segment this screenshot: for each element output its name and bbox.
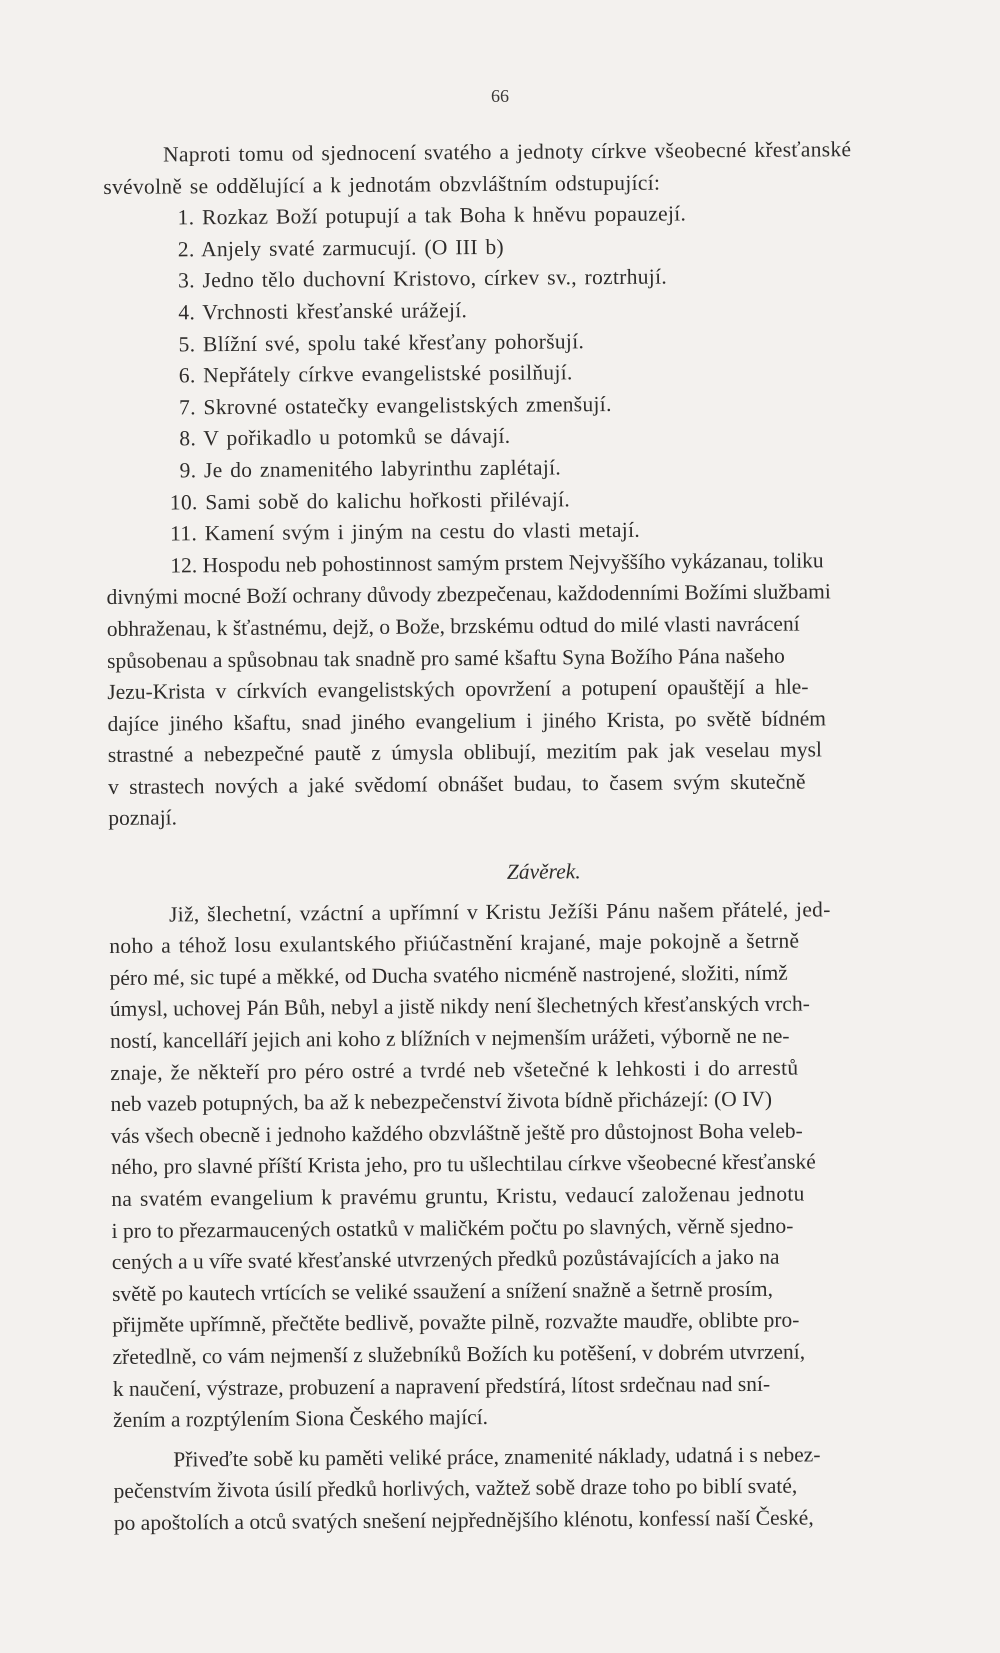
list-item: 10. Sami sobě do kalichu hořkosti přilévají. xyxy=(169,486,571,515)
text-line: žením a rozptýlením Siona Českého mající. xyxy=(112,1405,489,1433)
page-number: 66 xyxy=(491,86,509,106)
list-item: 8. V pořikadlo u potomků se dávají. xyxy=(179,424,511,451)
list-item: 11. Kamení svým i jiným na cestu do vlasti metají. xyxy=(169,517,641,546)
text-line: divnými mocné Boží ochrany důvody zbezpečenau, každodenními Božími službami xyxy=(106,579,831,610)
list-item: 9. Je do znamenitého labyrinthu zaplétají. xyxy=(179,455,562,483)
list-item: 7. Skrovné ostatečky evangelistských zmenšují. xyxy=(179,391,612,420)
text-line: k naučení, výstraze, probuzení a napravení předstírá, lítost srdečnau nad sní- xyxy=(112,1371,771,1401)
list-item: 3. Jedno tělo duchovní Kristovo, církev sv., roztrhují. xyxy=(178,264,668,293)
text-line: znaje, že někteří pro péro ostré a tvrdé neb všetečné k lehkosti i do arrestů xyxy=(110,1055,799,1085)
text-line: péro mé, sic tupé a měkké, od Ducha svatého nicméně nastrojené, složiti, nímž xyxy=(109,960,788,990)
text-line: noho a téhož losu exulantského přiúčastnění krajané, maje pokojně a šetrně xyxy=(109,928,800,959)
page-text xyxy=(103,133,944,1539)
list-item: 5. Blížní své, spolu také křesťany pohoršují. xyxy=(178,328,585,356)
list-item: 2. Anjely svaté zarmucují. (O III b) xyxy=(177,234,505,262)
text-line: v strastech nových a jaké svědomí obnášet budau, to časem svým skutečně xyxy=(107,769,806,799)
text-line: poznají. xyxy=(108,805,178,831)
text-line: pečenstvím života úsilí předků horlivých, važtež sobě draze toho po biblí svaté, xyxy=(113,1473,798,1504)
list-item: 1. Rozkaz Boží potupují a tak Boha k hněvu popauzejí. xyxy=(177,201,687,230)
text-line: úmysl, uchovej Pán Bůh, nebyl a jistě nikdy není šlechetných křesťanských vrch- xyxy=(109,991,810,1022)
text-line: cených a u víře svaté křesťanské utvrzených předků pozůstávajících a jako na xyxy=(111,1244,780,1275)
text-line: přijměte upřímně, přečtěte bedlivě, považte pilně, rozvažte maudře, oblibte pro- xyxy=(112,1307,800,1338)
text-line: Naproti tomu od sjednocení svatého a jednoty církve všeobecné křesťanské xyxy=(163,137,852,167)
list-item: 4. Vrchnosti křesťanské urážejí. xyxy=(178,298,468,325)
text-line: Přiveďte sobě ku paměti veliké práce, znamenité náklady, udatná i s nebez- xyxy=(173,1442,821,1472)
text-line: vás všech obecně i jednoho každého obzvláštně ještě pro důstojnost Boha veleb- xyxy=(110,1118,803,1148)
text-line: svévolně se oddělující a k jednotám obzvláštním odstupující: xyxy=(103,170,661,199)
text-line: obhraženau, k šťastnému, dejž, o Bože, brzskému odtud do milé vlasti navrácení xyxy=(106,611,800,641)
text-line: po apoštolích a otců svatých snešení nejpřednějšího klénotu, konfessí naší České, xyxy=(113,1505,814,1535)
text-line: zřetedlně, co vám nejmenší z služebníků Božích ku potěšení, v dobrém utvrzení, xyxy=(112,1339,806,1369)
text-line: ného, pro slavné příští Krista jeho, pro tu ušlechtilau církve všeobecné křesťanské xyxy=(110,1149,816,1180)
section-heading: Závěrek. xyxy=(506,859,581,884)
text-line: dajíce jiného kšaftu, snad jiného evangelium i jiného Krista, po světě bídném xyxy=(107,706,827,736)
text-line: Jezu-Krista v církvích evangelistských opovržení a potupení opauštějí a hle- xyxy=(107,674,809,705)
text-line: neb vazeb potupných, ba až k nebezpečenství života bídně přicházejí: (O IV) xyxy=(110,1086,773,1117)
text-line: ností, kancelláří jejich ani koho z blížních v nejmenším urážeti, výborně ne ne- xyxy=(109,1023,790,1054)
list-item: 12. Hospodu neb pohostinnost samým prstem Nejvyššího vykázanau, toliku xyxy=(170,548,824,578)
text-line: strastné a nebezpečné pautě z úmysla oblibují, mezitím pak jak veselau mysl xyxy=(107,737,823,768)
text-line: i pro to přezarmaucených ostatků v maličkém počtu po slavných, věrně sjedno- xyxy=(111,1213,794,1243)
text-line: světě po kautech vrtících se veliké ssaužení a snížení snažně a šetrně prosím, xyxy=(111,1276,774,1306)
text-line: na svatém evangelium k pravému gruntu, Kristu, vedaucí založenau jednotu xyxy=(111,1181,805,1211)
text-line: spůsobenau a spůsobnau tak snadně pro samé kšaftu Syna Božího Pána našeho xyxy=(106,643,785,673)
list-item: 6. Nepřátely církve evangelistské posilňují. xyxy=(178,360,573,388)
text-line: Již, šlechetní, vzáctní a upřímní v Kristu Ježíši Pánu našem přátelé, jed- xyxy=(168,896,831,927)
